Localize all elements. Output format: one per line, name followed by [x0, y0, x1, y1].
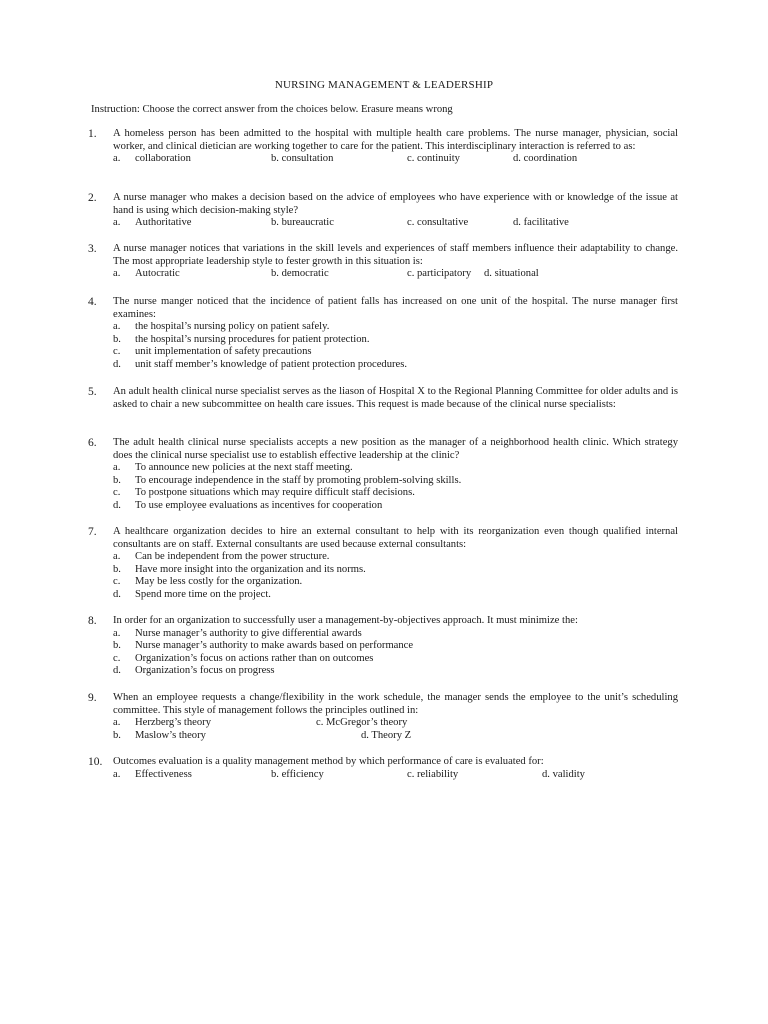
option-b: b. the hospital’s nursing procedures for patient protection.	[113, 333, 370, 345]
question-number: 9.	[88, 692, 97, 704]
option-row: a. Authoritative b. bureaucratic c. consultative d. facilitative	[113, 217, 569, 229]
option-row: a. Effectiveness b. efficiency c. reliability d. validity	[113, 768, 585, 780]
question-5	[88, 386, 678, 411]
option-b: b. efficiency	[271, 768, 324, 780]
question-number: 5.	[88, 386, 97, 398]
question-text: A nurse manager who makes a decision based on the advice of employees who have experience with or knowledge of the issue at hand is using which decision-making style?	[113, 192, 678, 216]
option-a: a. Nurse manager’s authority to give differential awards	[113, 627, 362, 639]
option-c: c. unit implementation of safety precautions	[113, 346, 312, 358]
question-number: 8.	[88, 615, 97, 627]
question-4	[88, 296, 678, 372]
option-b: b. democratic	[271, 268, 329, 280]
option-c: c. participatory	[407, 268, 472, 280]
question-8	[88, 615, 678, 678]
option-b: b. To encourage independence in the staff by promoting problem-solving skills.	[113, 474, 462, 486]
question-text: A healthcare organization decides to hire an external consultant to help with its reorganization even though qualified internal consultants are on staff. External consultants are used because external consultants:	[113, 526, 678, 550]
question-number: 7.	[88, 526, 97, 538]
option-d: d. To use employee evaluations as incentives for cooperation	[113, 499, 383, 511]
option-d: d. Organization’s focus on progress	[113, 665, 275, 677]
option-list	[113, 628, 678, 678]
option-c: c. To postpone situations which may require difficult staff decisions.	[113, 487, 415, 499]
page-title: NURSING MANAGEMENT & LEADERSHIP	[274, 79, 494, 91]
option-list	[113, 321, 678, 371]
option-a: a. the hospital’s nursing policy on patient safely.	[113, 321, 330, 333]
option-list	[113, 551, 678, 601]
question-number: 1.	[88, 128, 97, 140]
option-row: b. Maslow’s theory d. Theory Z	[113, 729, 412, 741]
option-d: d. unit staff member’s knowledge of patient protection procedures.	[113, 358, 408, 370]
question-7	[88, 526, 678, 602]
question-text: The adult health clinical nurse specialists accepts a new position as the manager of a neighborhood health clinic. Which strategy does the clinical nurse specialist use to establish effective leadership at the clinic?	[113, 437, 678, 461]
option-d: d. Theory Z	[361, 729, 412, 741]
question-text: An adult health clinical nurse specialist serves as the liason of Hospital X to the Regional Planning Committee for older adults and is asked to chair a new subcommittee on health care issues. This request is made because of the clinical nurse specialists:	[113, 386, 678, 410]
question-text: Outcomes evaluation is a quality management method by which performance of care is evaluated for:	[113, 756, 544, 767]
option-d: d. coordination	[513, 153, 578, 165]
question-number: 10.	[88, 756, 103, 768]
question-2	[88, 192, 678, 230]
option-d: d. validity	[542, 768, 585, 780]
option-c: c. reliability	[407, 768, 459, 780]
option-c: c. consultative	[407, 217, 469, 229]
question-text: The nurse manger noticed that the incidence of patient falls has increased on one unit of the hospital. The nurse manager first examines:	[113, 296, 678, 320]
option-b: b. bureaucratic	[271, 217, 334, 229]
instruction-text: Instruction: Choose the correct answer from the choices below. Erasure means wrong	[91, 104, 453, 115]
option-d: d. situational	[484, 268, 539, 280]
option-row: a. collaboration b. consultation c. continuity d. coordination	[113, 153, 578, 165]
question-10	[88, 756, 678, 781]
option-c: c. McGregor’s theory	[316, 717, 408, 729]
question-6	[88, 437, 678, 513]
question-text: In order for an organization to successfully user a management-by-objectives approach. It must minimize the:	[113, 615, 578, 626]
question-9	[88, 692, 678, 742]
question-1	[88, 128, 678, 166]
option-b: b. Nurse manager’s authority to make awards based on performance	[113, 640, 414, 652]
option-list	[113, 462, 678, 512]
option-row: a. Autocratic b. democratic c. participatory d. situational	[113, 268, 539, 280]
question-text: When an employee requests a change/flexibility in the work schedule, the manager sends the employee to the unit’s scheduling committee. This style of management follows the principles outlined in:	[113, 692, 678, 716]
option-d: d. Spend more time on the project.	[113, 588, 271, 600]
question-number: 4.	[88, 296, 97, 308]
option-b: b. consultation	[271, 153, 334, 165]
option-a: a. Can be independent from the power structure.	[113, 551, 330, 563]
question-text: A nurse manager notices that variations in the skill levels and experiences of staff members influence their adaptability to change. The most appropriate leadership style to fester growth in this situation is:	[113, 243, 678, 267]
question-number: 6.	[88, 437, 97, 449]
option-c: c. May be less costly for the organization.	[113, 576, 303, 588]
option-c: c. continuity	[407, 153, 460, 165]
question-3	[88, 243, 678, 281]
option-b: b. Have more insight into the organization and its norms.	[113, 563, 366, 575]
question-text: A homeless person has been admitted to the hospital with multiple health care problems. The nurse manager, physician, social worker, and clinical dietician are working together to care for the patient. This interdisciplinary interaction is referred to as:	[113, 128, 678, 152]
option-a: a. To announce new policies at the next staff meeting.	[113, 462, 353, 474]
option-row: a. Herzberg’s theory c. McGregor’s theory	[113, 717, 408, 729]
question-number: 3.	[88, 243, 97, 255]
question-number: 2.	[88, 192, 97, 204]
option-c: c. Organization’s focus on actions rather than on outcomes	[113, 652, 374, 664]
option-d: d. facilitative	[513, 217, 569, 229]
